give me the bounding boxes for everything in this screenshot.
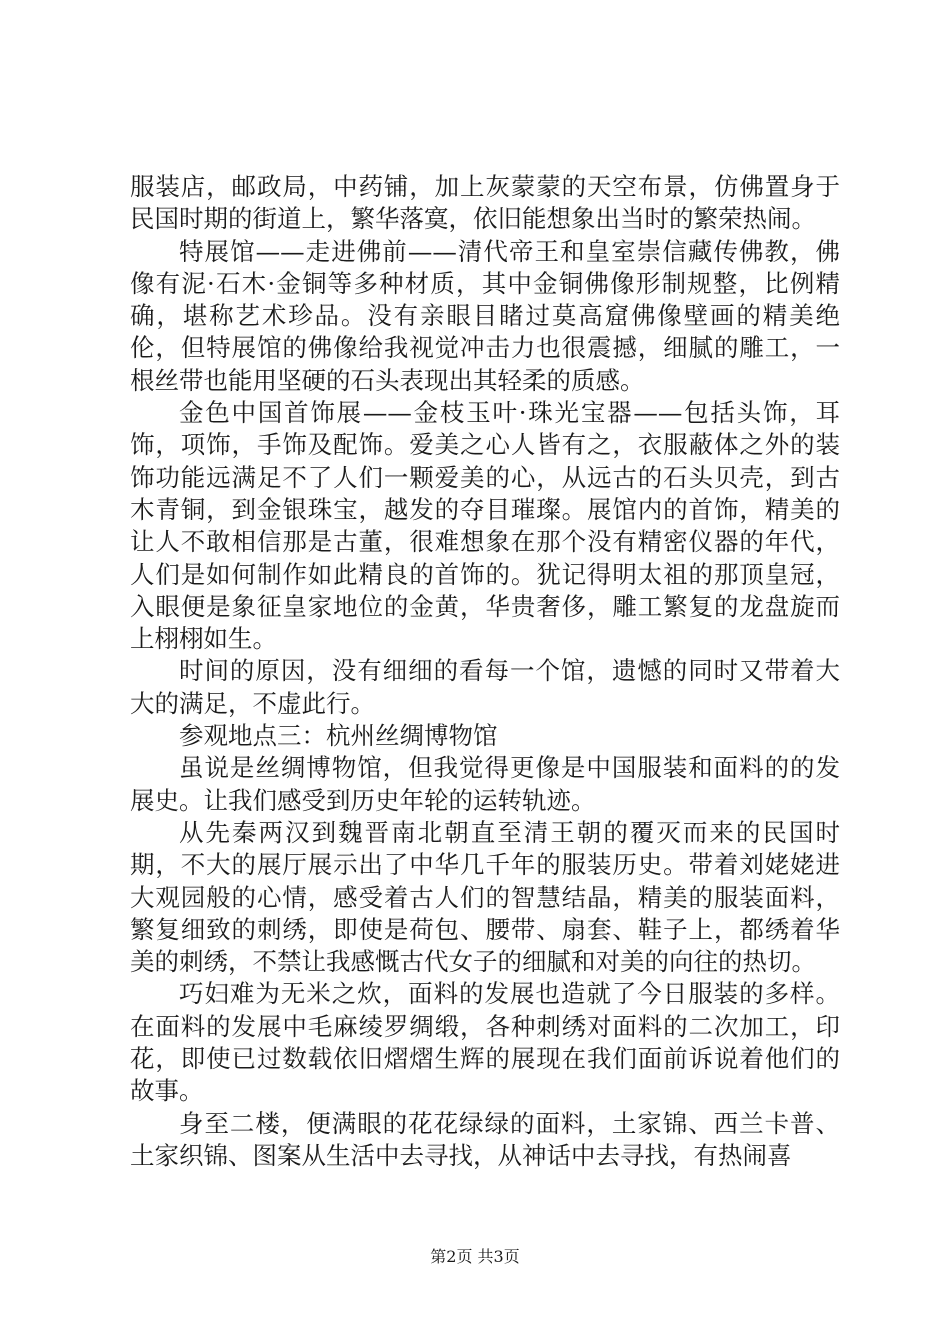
paragraph-second-floor: 身至二楼，便满眼的花花绿绿的面料，土家锦、西兰卡普、土家织锦、图案从生活中去寻找，从神话中去寻找，有热闹喜 (130, 1108, 840, 1170)
paragraph-continued: 服装店，邮政局，中药铺，加上灰蒙蒙的天空布景，仿佛置身于民国时期的街道上，繁华落寞，依旧能想象出当时的繁荣热闹。 (130, 172, 840, 234)
paragraph-fabric-development: 巧妇难为无米之炊，面料的发展也造就了今日服装的多样。在面料的发展中毛麻绫罗绸缎，各种刺绣对面料的二次加工，印花，即使已过数载依旧熠熠生辉的展现在我们面前诉说着他们的故事。 (130, 979, 840, 1106)
paragraph-jewelry-exhibition: 金色中国首饰展——金枝玉叶·珠光宝器——包括头饰，耳饰，项饰，手饰及配饰。爱美之心人皆有之，衣服蔽体之外的装饰功能远满足不了人们一颗爱美的心，从远古的石头贝壳，到古木青铜，到金银珠宝，越发的夺目璀璨。展馆内的首饰，精美的让人不敢相信那是古董，很难想象在那个没有精密仪器的年代，人们是如何制作如此精良的首饰的。犹记得明太祖的那顶皇冠，入眼便是象征皇家地位的金黄，华贵奢侈，雕工繁复的龙盘旋而上栩栩如生。 (130, 398, 840, 654)
paragraph-time-reflection: 时间的原因，没有细细的看每一个馆，遗憾的同时又带着大大的满足，不虚此行。 (130, 656, 840, 718)
paragraph-special-exhibition: 特展馆——走进佛前——清代帝王和皇室崇信藏传佛教，佛像有泥·石木·金铜等多种材质，其中金铜佛像形制规整，比例精确，堪称艺术珍品。没有亲眼目睹过莫高窟佛像壁画的精美绝伦，但特展馆的佛像给我视觉冲击力也很震撼，细腻的雕工，一根丝带也能用坚硬的石头表现出其轻柔的质感。 (130, 236, 840, 395)
section-heading-silk-museum: 参观地点三：杭州丝绸博物馆 (179, 721, 498, 751)
paragraph-clothing-history: 从先秦两汉到魏晋南北朝直至清王朝的覆灭而来的民国时期，不大的展厅展示出了中华几千年的服装历史。带着刘姥姥进大观园般的心情，感受着古人们的智慧结晶，精美的服装面料，繁复细致的刺绣，即使是荷包、腰带、扇套、鞋子上，都绣着华美的刺绣，不禁让我感慨古代女子的细腻和对美的向往的热切。 (130, 817, 840, 977)
paragraph-silk-museum-intro: 虽说是丝绸博物馆，但我觉得更像是中国服装和面料的的发展史。让我们感受到历史年轮的运转轨迹。 (130, 753, 840, 815)
body-text (130, 171, 840, 1172)
page-number-footer: 第2页 共3页 (430, 1247, 520, 1266)
